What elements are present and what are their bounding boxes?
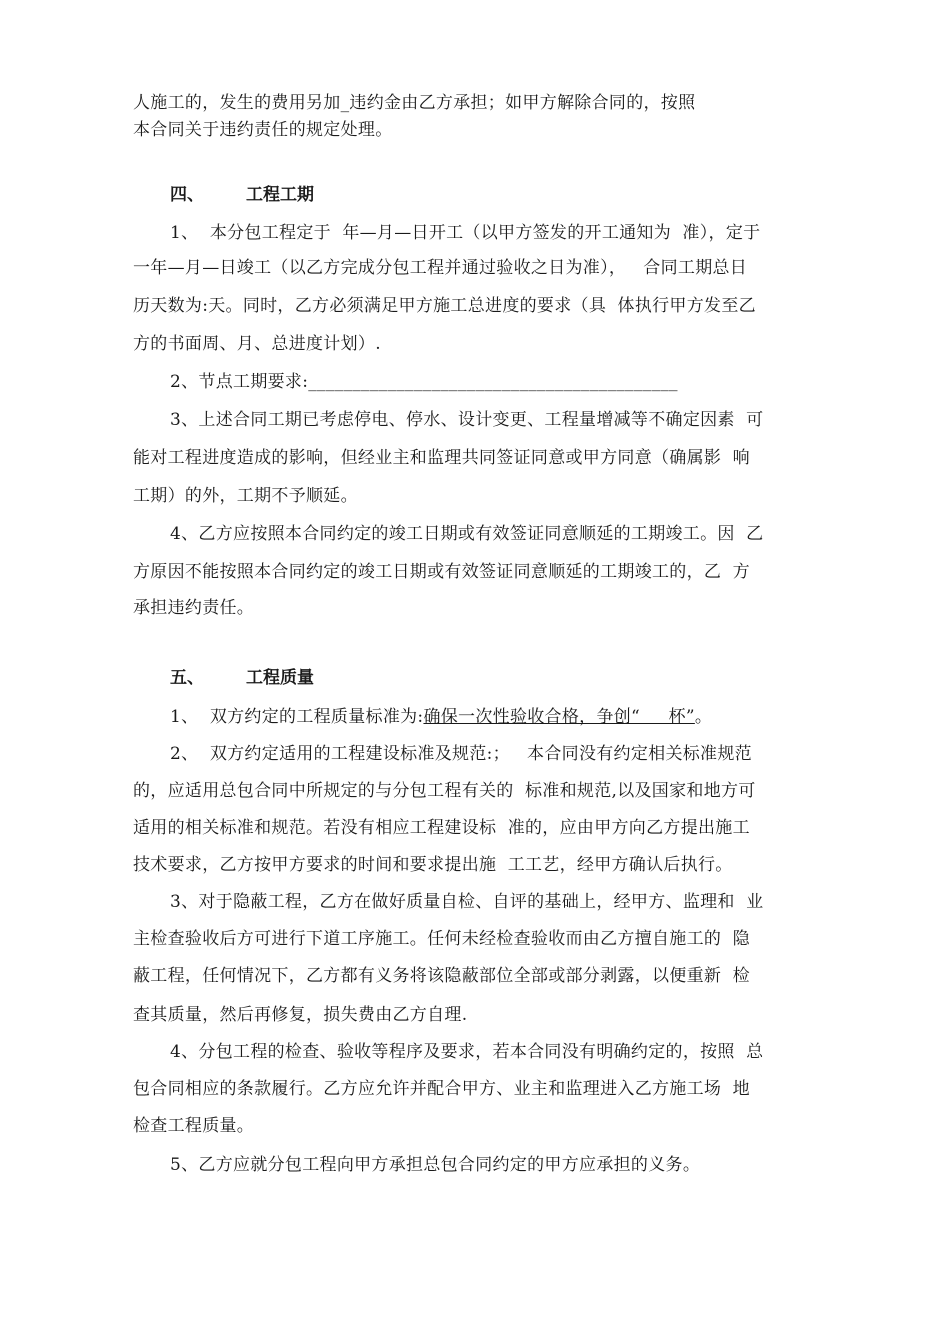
section-4-line: 4、乙方应按照本合同约定的竣工日期或有效签证同意顺延的工期竣工。因 乙 <box>170 524 764 544</box>
section-5-line: 包合同相应的条款履行。乙方应允许并配合甲方、业主和监理进入乙方施工场 地 <box>133 1079 750 1099</box>
section-4-line: 方的书面周、月、总进度计划）. <box>133 334 381 354</box>
intro-line-2: 本合同关于违约责任的规定处理。 <box>133 120 393 140</box>
section-5-line: 5、乙方应就分包工程向甲方承担总包合同约定的甲方应承担的义务。 <box>170 1155 701 1175</box>
section-5-title: 工程质量 <box>246 668 314 688</box>
section-5-number: 五、 <box>170 668 204 688</box>
section-5-line: 蔽工程，任何情况下，乙方都有义务将该隐蔽部位全部或部分剥露，以便重新 检 <box>133 966 750 986</box>
section-5-item-1 <box>170 705 712 729</box>
section-5-line: 查其质量，然后再修复，损失费由乙方自理. <box>133 1005 468 1025</box>
section-4-number: 四、 <box>170 185 204 205</box>
section-4-title: 工程工期 <box>246 185 314 205</box>
section-5-line: 4、分包工程的检查、验收等程序及要求，若本合同没有明确约定的，按照 总 <box>170 1042 764 1062</box>
quality-standard-period: 。 <box>694 707 713 727</box>
section-4-line: 一年—月—日竣工（以乙方完成分包工程并通过验收之日为准）， 合同工期总日 <box>133 258 748 278</box>
section-4-line: 方原因不能按照本合同约定的竣工日期或有效签证同意顺延的工期竣工的，乙 方 <box>133 562 750 582</box>
section-5-line: 主检查验收后方可进行下道工序施工。任何未经检查验收而由乙方擅自施工的 隐 <box>133 929 750 949</box>
section-4-line: 1、 本分包工程定于 年—月—日开工（以甲方签发的开工通知为 准），定于 <box>170 223 761 243</box>
section-4-line: 历天数为:天。同时，乙方必须满足甲方施工总进度的要求（具 体执行甲方发至乙 <box>133 296 756 316</box>
section-5-line: 检查工程质量。 <box>133 1116 255 1136</box>
section-4-line: 3、上述合同工期已考虑停电、停水、设计变更、工程量增减等不确定因素 可 <box>170 410 764 430</box>
section-5-line: 的，应适用总包合同中所规定的与分包工程有关的 标准和规范,以及国家和地方可 <box>133 781 756 801</box>
section-4-line: 承担违约责任。 <box>133 598 255 618</box>
quality-standard-label: 1、 双方约定的工程质量标准为: <box>170 707 424 727</box>
section-5-line: 适用的相关标准和规范。若没有相应工程建设标 准的，应由甲方向乙方提出施工 <box>133 818 750 838</box>
section-5-line: 技术要求，乙方按甲方要求的时间和要求提出施 工工艺，经甲方确认后执行。 <box>133 855 733 875</box>
section-4-line: 工期）的外，工期不予顺延。 <box>133 486 358 506</box>
section-4-line: 能对工程进度造成的影响，但经业主和监理共同签证同意或甲方同意（确属影 响 <box>133 448 750 468</box>
intro-line-1: 人施工的，发生的费用另加_违约金由乙方承担；如甲方解除合同的，按照 <box>133 93 696 113</box>
section-4-line: 2、节点工期要求:__________________________________________ <box>170 372 678 392</box>
section-5-line: 2、 双方约定适用的工程建设标准及规范:； 本合同没有约定相关标准规范 <box>170 744 752 764</box>
quality-standard-value: 确保一次性验收合格，争创“ 杯” <box>423 707 695 727</box>
section-5-line: 3、对于隐蔽工程，乙方在做好质量自检、自评的基础上，经甲方、监理和 业 <box>170 892 764 912</box>
